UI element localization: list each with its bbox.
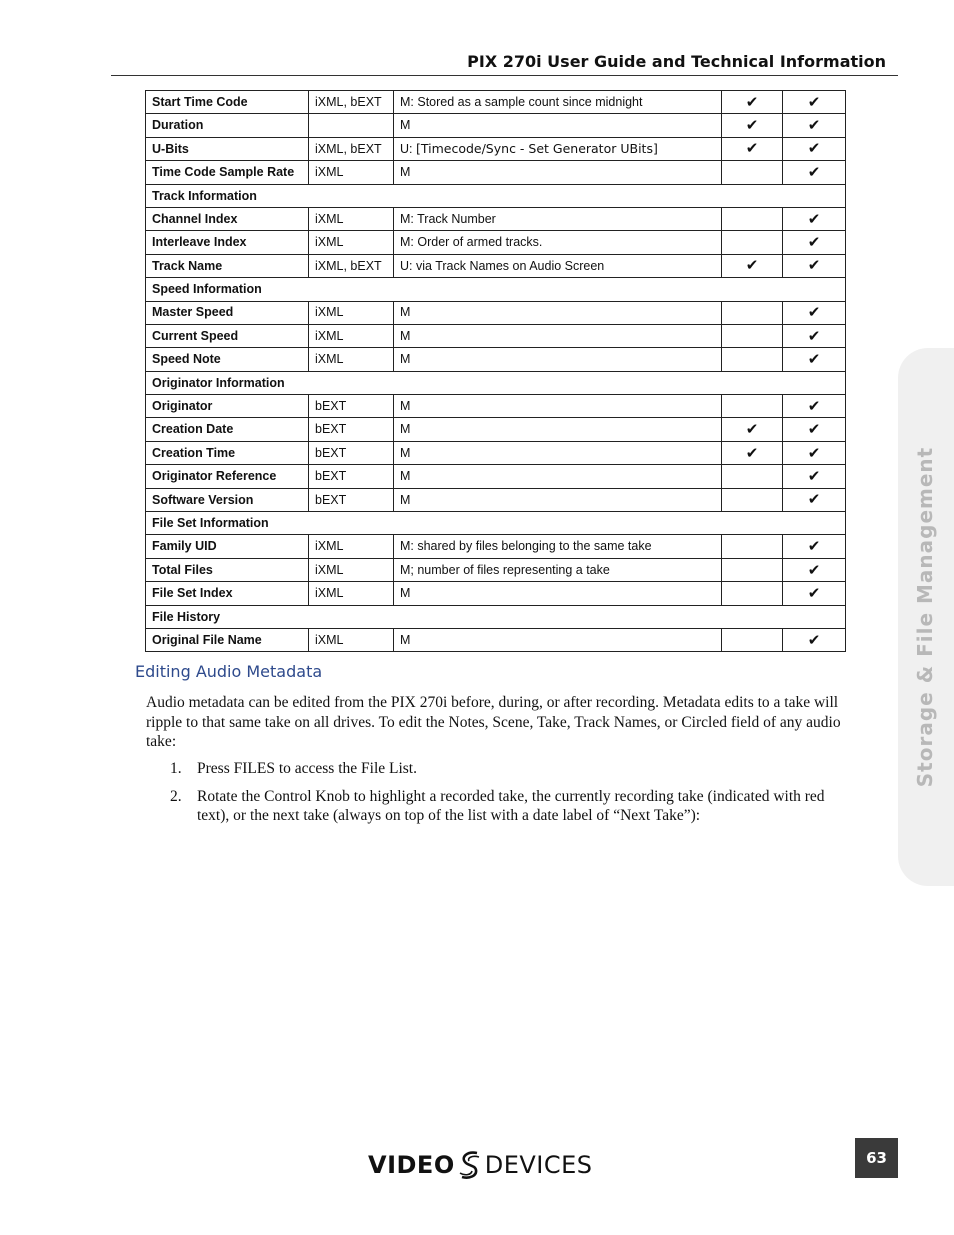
table-row [146,582,846,605]
check-cell-2: ✔ [783,418,846,441]
table-row [146,324,846,347]
table-row [146,231,846,254]
section-row-label: Originator Information [146,371,846,394]
check-cell-1 [722,535,783,558]
field-name-cell: Total Files [146,558,309,581]
field-name-cell: Original File Name [146,628,309,651]
list-item [146,787,846,826]
description-cell: M [394,114,722,137]
field-name-cell: Software Version [146,488,309,511]
header-divider [111,75,898,76]
description-cell: M: Order of armed tracks. [394,231,722,254]
check-cell-1: ✔ [722,91,783,114]
table-row [146,161,846,184]
field-name-cell: Speed Note [146,348,309,371]
table-row [146,91,846,114]
section-row-label: Track Information [146,184,846,207]
check-cell-2: ✔ [783,488,846,511]
table-section-row [146,278,846,301]
description-cell: M [394,348,722,371]
format-cell: iXML [309,582,394,605]
format-cell: iXML, bEXT [309,137,394,160]
check-cell-2: ✔ [783,535,846,558]
format-cell: bEXT [309,395,394,418]
logo-text-video: VIDEO [368,1151,455,1179]
field-name-cell: Current Speed [146,324,309,347]
description-cell: M [394,395,722,418]
step-number: 1. [170,760,182,777]
table-row [146,535,846,558]
field-name-cell: U-Bits [146,137,309,160]
check-cell-1: ✔ [722,418,783,441]
field-name-cell: Channel Index [146,207,309,230]
table-row [146,207,846,230]
check-cell-1: ✔ [722,441,783,464]
check-cell-1 [722,558,783,581]
check-cell-2: ✔ [783,465,846,488]
description-cell: M: Track Number [394,207,722,230]
check-cell-2: ✔ [783,441,846,464]
body-paragraph: Audio metadata can be edited from the PIX 270i before, during, or after recording. Metadata edits to a take will ripple to that same take on all drives. To edit the Notes, Scene, Take, Track Names, or Circled field of any audio take: [146,694,841,750]
description-cell: M [394,441,722,464]
logo-swirl-icon [457,1149,483,1181]
check-cell-2: ✔ [783,301,846,324]
check-cell-2: ✔ [783,628,846,651]
description-cell: M [394,324,722,347]
field-name-cell: Originator Reference [146,465,309,488]
table-section-row [146,512,846,535]
section-row-label: File Set Information [146,512,846,535]
description-cell: M: Stored as a sample count since midnight [394,91,722,114]
section-heading: Editing Audio Metadata [135,662,323,681]
check-cell-2: ✔ [783,207,846,230]
check-cell-1: ✔ [722,137,783,160]
table-row [146,465,846,488]
check-cell-2: ✔ [783,91,846,114]
section-row-label: File History [146,605,846,628]
field-name-cell: File Set Index [146,582,309,605]
metadata-table-body [146,91,846,652]
check-cell-2: ✔ [783,582,846,605]
description-cell: M [394,582,722,605]
check-cell-2: ✔ [783,231,846,254]
table-row [146,628,846,651]
check-cell-1: ✔ [722,114,783,137]
table-row [146,441,846,464]
check-cell-1 [722,207,783,230]
field-name-cell: Track Name [146,254,309,277]
chapter-side-tab-label: Storage & File Management [913,446,937,788]
format-cell: iXML [309,324,394,347]
field-name-cell: Start Time Code [146,91,309,114]
format-cell: iXML [309,301,394,324]
table-row [146,301,846,324]
check-cell-1 [722,348,783,371]
table-section-row [146,371,846,394]
check-cell-2: ✔ [783,324,846,347]
description-cell: M [394,628,722,651]
check-cell-1 [722,231,783,254]
description-cell [394,137,722,160]
format-cell: iXML [309,348,394,371]
description-prefix: U: [400,141,416,156]
logo-text-devices: DEVICES [484,1151,593,1179]
section-row-label: Speed Information [146,278,846,301]
video-devices-logo [368,1147,593,1183]
list-item [146,759,846,779]
format-cell: iXML [309,161,394,184]
field-name-cell: Duration [146,114,309,137]
format-cell: bEXT [309,441,394,464]
check-cell-1 [722,324,783,347]
table-row [146,488,846,511]
check-cell-2: ✔ [783,114,846,137]
check-cell-1 [722,395,783,418]
check-cell-1 [722,488,783,511]
field-name-cell: Creation Time [146,441,309,464]
page-number: 63 [855,1138,898,1178]
check-cell-2: ✔ [783,161,846,184]
check-cell-1 [722,301,783,324]
format-cell: iXML [309,231,394,254]
description-cell: M [394,465,722,488]
page-header-title: PIX 270i User Guide and Technical Information [467,52,886,71]
field-name-cell: Master Speed [146,301,309,324]
check-cell-1 [722,465,783,488]
check-cell-1 [722,582,783,605]
description-cell: U: via Track Names on Audio Screen [394,254,722,277]
field-name-cell: Time Code Sample Rate [146,161,309,184]
description-cell: M [394,161,722,184]
table-row [146,114,846,137]
format-cell: iXML [309,628,394,651]
table-row [146,558,846,581]
steps-list [146,759,846,834]
table-section-row [146,184,846,207]
check-cell-1 [722,161,783,184]
format-cell: bEXT [309,488,394,511]
table-row [146,418,846,441]
check-cell-1: ✔ [722,254,783,277]
menu-reference: [Timecode/Sync - Set Generator UBits] [415,140,658,156]
format-cell: iXML [309,535,394,558]
format-cell: iXML [309,207,394,230]
check-cell-2: ✔ [783,348,846,371]
table-row [146,395,846,418]
field-name-cell: Interleave Index [146,231,309,254]
step-text: Rotate the Control Knob to highlight a recorded take, the currently recording take (indicated with red text), or the next take (always on top of the list with a date label of “Next Take”): [197,787,825,824]
check-cell-2: ✔ [783,558,846,581]
format-cell: iXML [309,558,394,581]
format-cell: iXML, bEXT [309,91,394,114]
table-section-row [146,605,846,628]
table-row [146,137,846,160]
field-name-cell: Family UID [146,535,309,558]
format-cell: bEXT [309,465,394,488]
table-row [146,254,846,277]
metadata-table [145,90,846,652]
format-cell [309,114,394,137]
field-name-cell: Creation Date [146,418,309,441]
description-cell: M [394,418,722,441]
description-cell: M [394,301,722,324]
check-cell-2: ✔ [783,395,846,418]
check-cell-2: ✔ [783,137,846,160]
field-name-cell: Originator [146,395,309,418]
description-cell: M: shared by files belonging to the same take [394,535,722,558]
check-cell-2: ✔ [783,254,846,277]
step-number: 2. [170,787,182,805]
table-row [146,348,846,371]
check-cell-1 [722,628,783,651]
format-cell: iXML, bEXT [309,254,394,277]
format-cell: bEXT [309,418,394,441]
description-cell: M [394,488,722,511]
description-cell: M; number of files representing a take [394,558,722,581]
step-text: Press FILES to access the File List. [197,760,417,777]
